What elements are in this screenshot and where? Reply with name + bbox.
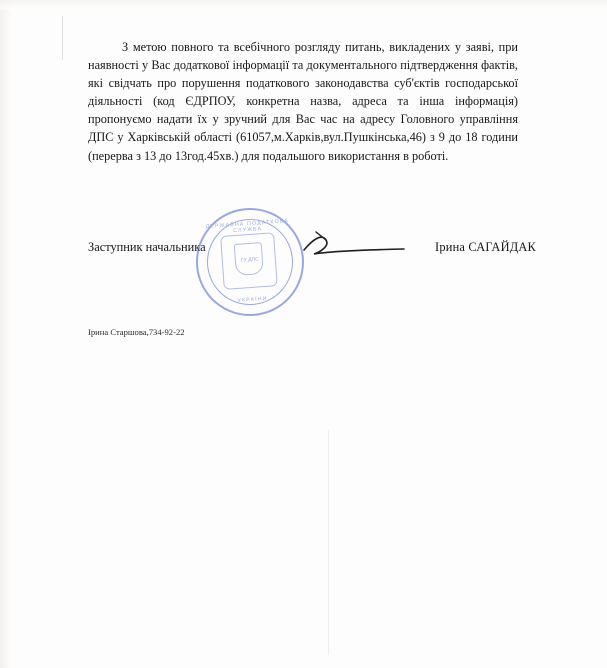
stamp-bottom-text: УКРАЇНИ <box>237 295 268 304</box>
stamp-top-text: ДЕРЖАВНА ПОДАТКОВА СЛУЖБА <box>205 218 290 235</box>
footer-contact: Ірина Старшова,734-92-22 <box>88 327 185 337</box>
scan-fold-mark-lower <box>328 430 329 655</box>
signatory-name: Ірина САГАЙДАК <box>435 240 536 254</box>
signatory-title: Заступник начальника <box>88 240 206 254</box>
stamp-center-text: ГУ ДПС <box>240 256 259 264</box>
body-paragraph: З метою повного та всебічного розгляду питань, викладених у заяві, при наявності у Вас додаткової інформації та документального підтвердження фактів, які свідчать про порушення податкового законодавства суб'єктів господарської діяльності (код ЄДРПОУ, конкретна назва, адреса та інша інформація) пропонуємо надати їх у зручний для Вас час на адресу Головного управління ДПС у Харківській області (61057,м.Харків,вул.Пушкінська,46) з 9 до 18 години (перерва з 13 до 13год.45хв.) для подальшого використання в роботі. <box>88 40 518 163</box>
stamp-emblem-icon <box>220 232 278 290</box>
scan-edge-left <box>0 0 14 668</box>
scan-edge-top <box>0 0 607 10</box>
scan-fold-mark <box>62 16 63 60</box>
document-body <box>88 38 518 165</box>
official-round-stamp <box>192 204 307 319</box>
handwritten-signature <box>300 222 420 272</box>
